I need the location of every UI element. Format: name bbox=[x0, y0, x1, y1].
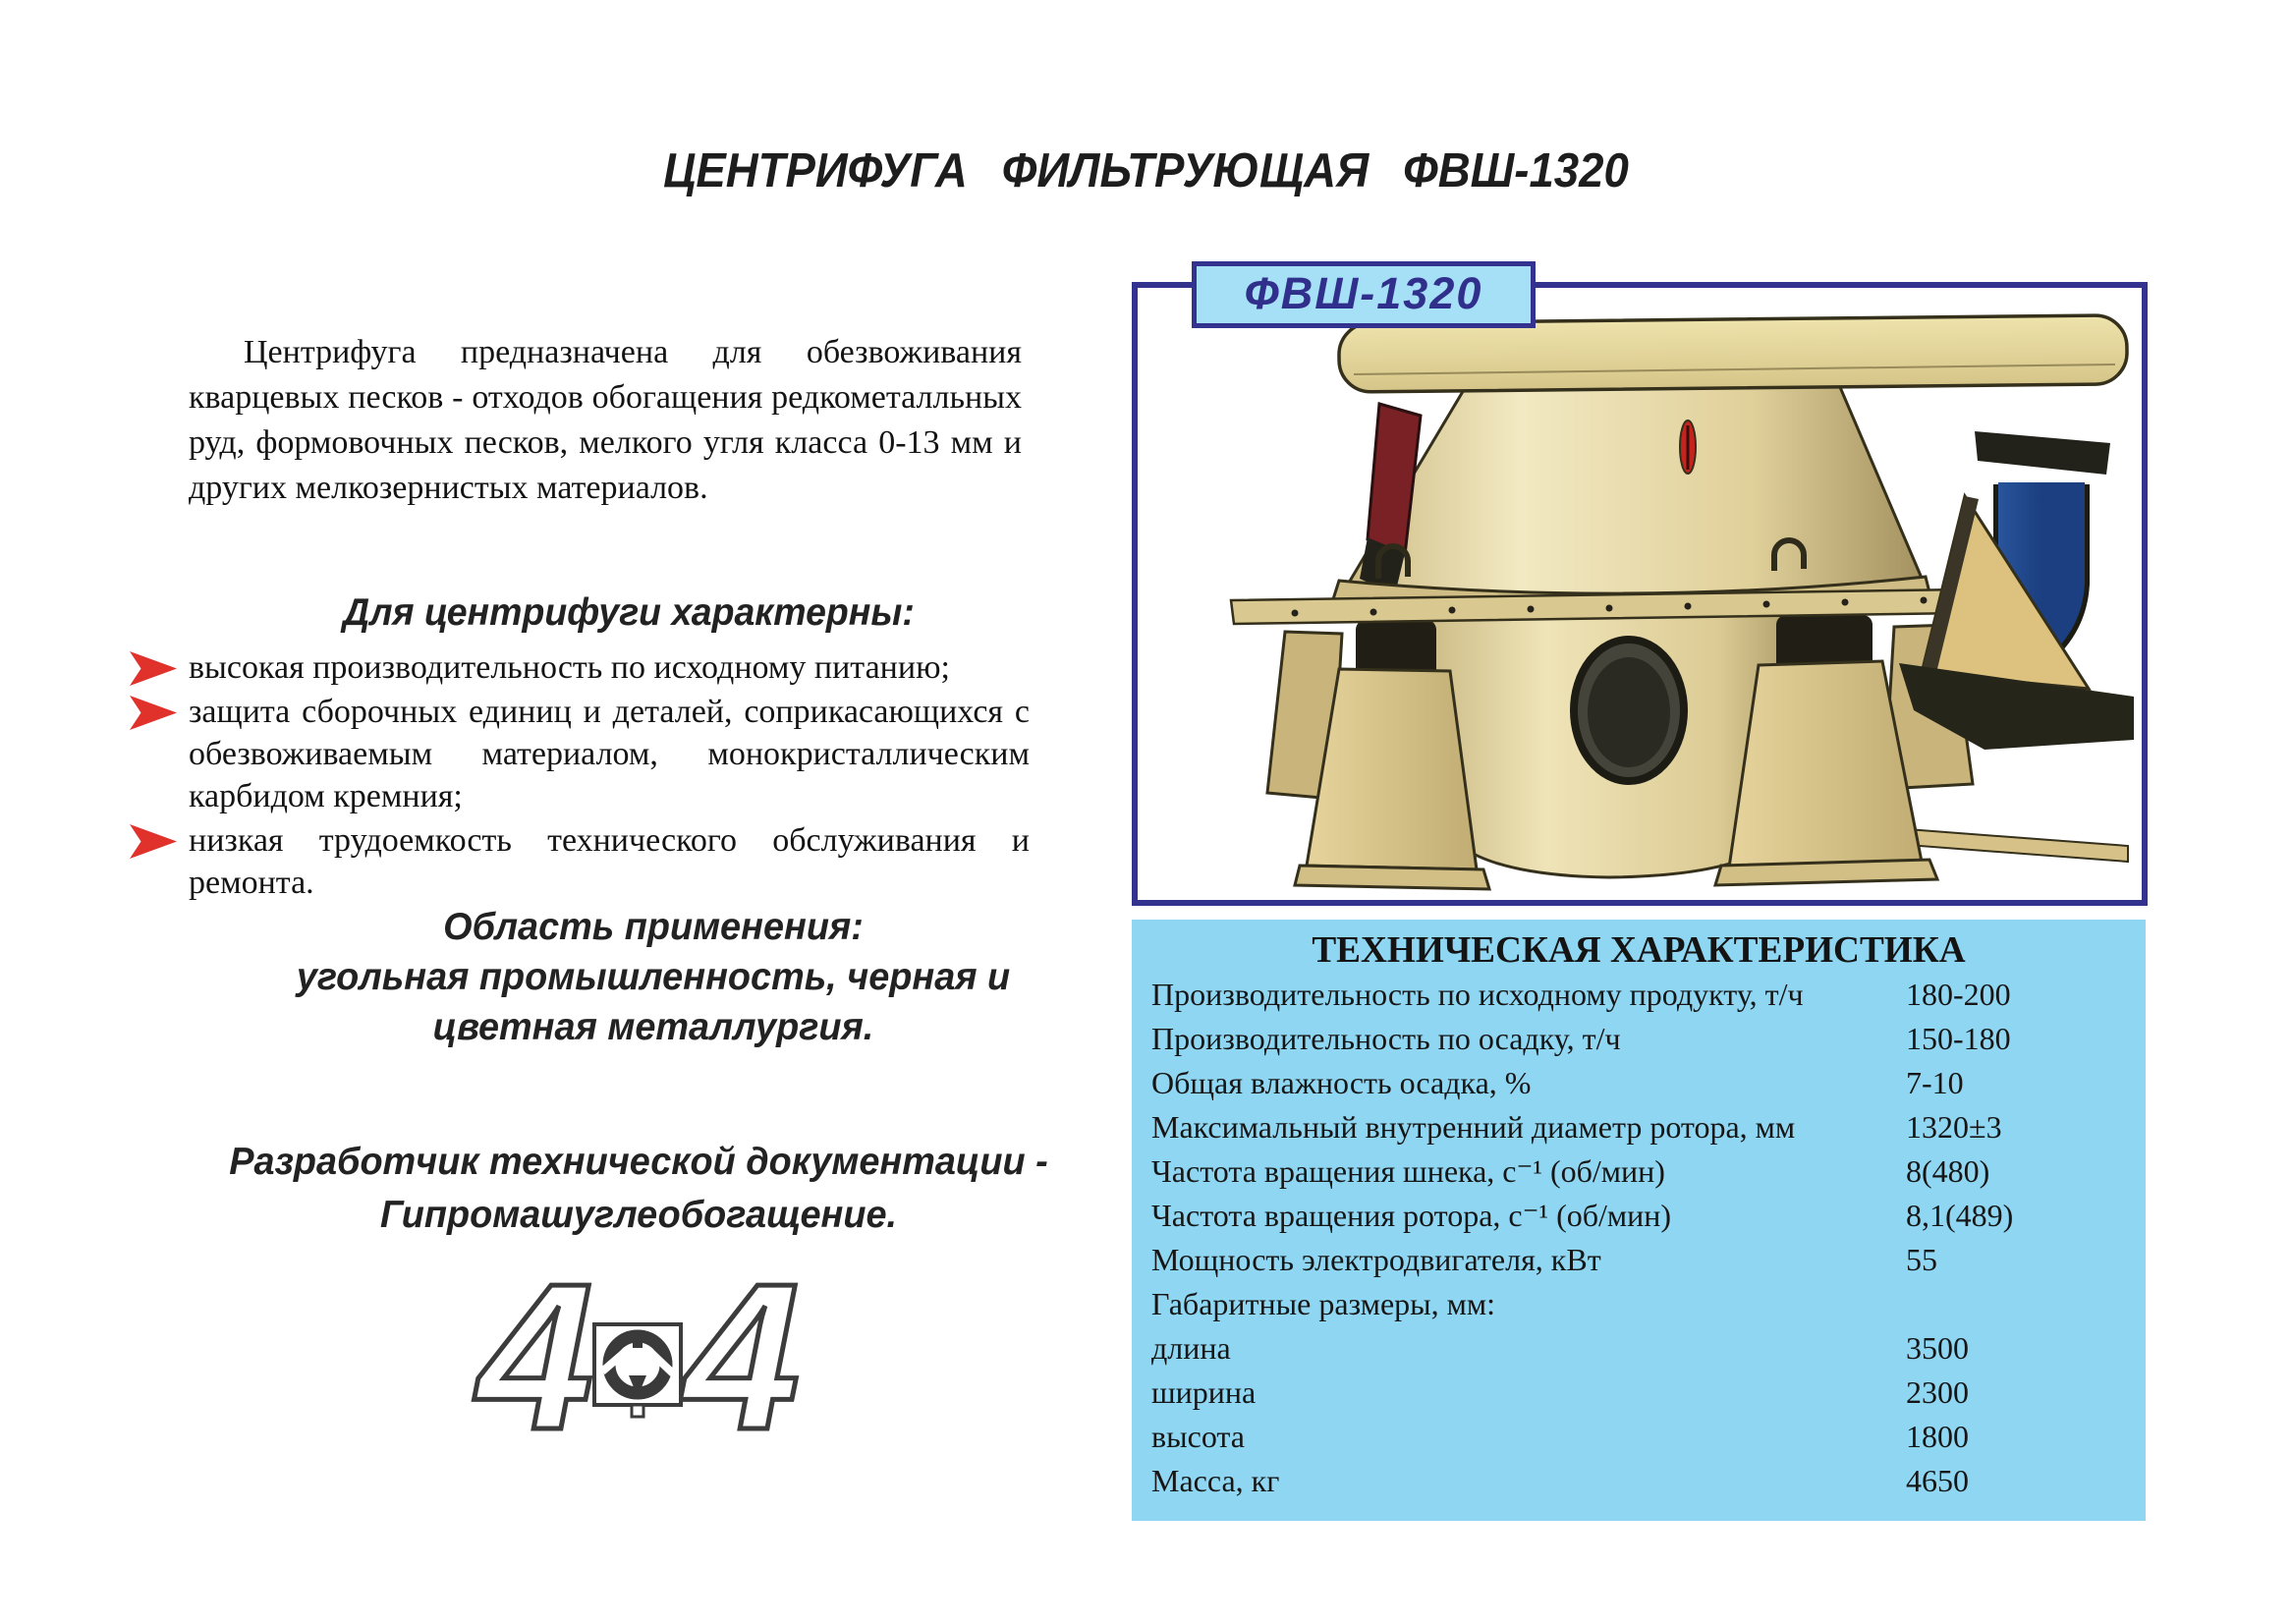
spec-value: 7-10 bbox=[1906, 1065, 1964, 1100]
table-row bbox=[1132, 1282, 2146, 1326]
list-item bbox=[128, 691, 1030, 817]
spec-value: 8(480) bbox=[1906, 1153, 1990, 1189]
feature-text: низкая трудоемкость технического обслуживания и ремонта. bbox=[189, 822, 1030, 901]
table-row bbox=[1132, 1238, 2146, 1282]
intro-paragraph: Центрифуга предназначена для обезвоживания кварцевых песков - отходов обогащения редкометалльных руд, формовочных песков, мелкого угля класса 0-13 мм и других мелкозернистых материалов. bbox=[189, 334, 1022, 506]
spec-label: Производительность по исходному продукту, т/ч bbox=[1151, 977, 1804, 1012]
features-list bbox=[128, 646, 1030, 906]
table-row bbox=[1132, 1149, 2146, 1194]
applications-block bbox=[200, 902, 1106, 1052]
list-item bbox=[128, 646, 1030, 689]
rotor-cone bbox=[1346, 360, 1924, 596]
leg-base bbox=[1715, 860, 1937, 885]
pipe-cap bbox=[1975, 431, 2110, 475]
spec-value: 2300 bbox=[1906, 1374, 1969, 1410]
features-heading: Для центрифуги характерны: bbox=[343, 591, 915, 634]
mining-emblem-icon bbox=[602, 1336, 673, 1393]
spec-value: 4650 bbox=[1906, 1463, 1969, 1498]
model-label: ФВШ-1320 bbox=[1192, 261, 1536, 328]
spec-value: 180-200 bbox=[1906, 977, 2011, 1012]
logo-digit-left: 4 bbox=[477, 1269, 593, 1456]
spec-value: 1800 bbox=[1906, 1419, 1969, 1454]
spec-value: 55 bbox=[1906, 1242, 1937, 1277]
spec-value: 1320±3 bbox=[1906, 1109, 2002, 1145]
spec-label: ширина bbox=[1151, 1374, 1257, 1410]
spec-table-title: ТЕХНИЧЕСКАЯ ХАРАКТЕРИСТИКА bbox=[1312, 929, 1966, 971]
spec-label: Максимальный внутренний диаметр ротора, мм bbox=[1151, 1109, 1796, 1145]
base-strip bbox=[1894, 828, 2128, 862]
developer-line: Разработчик технической документации - bbox=[229, 1141, 1048, 1183]
red-arrow-bullet-icon bbox=[130, 696, 177, 730]
product-image-panel bbox=[1132, 282, 2148, 906]
applications-line: угольная промышленность, черная и bbox=[296, 956, 1011, 998]
spec-label: Частота вращения ротора, с⁻¹ (об/мин) bbox=[1151, 1198, 1672, 1233]
table-row bbox=[1132, 1017, 2146, 1061]
developer-line: Гипромашуглеобогащение. bbox=[380, 1194, 897, 1236]
logo-emblem-stem bbox=[632, 1405, 643, 1417]
table-row bbox=[1132, 1415, 2146, 1459]
table-row bbox=[1132, 1326, 2146, 1371]
red-arrow-bullet-icon bbox=[130, 651, 177, 686]
spec-label: Частота вращения шнека, с⁻¹ (об/мин) bbox=[1151, 1153, 1665, 1189]
table-row bbox=[1132, 973, 2146, 1017]
spec-value: 150-180 bbox=[1906, 1021, 2011, 1056]
spec-label: высота bbox=[1151, 1419, 1245, 1454]
table-row bbox=[1132, 1194, 2146, 1238]
list-item bbox=[128, 819, 1030, 904]
spec-label: Мощность электродвигателя, кВт bbox=[1151, 1242, 1601, 1277]
spec-label: Общая влажность осадка, % bbox=[1151, 1065, 1532, 1100]
page-title: ЦЕНТРИФУГА ФИЛЬТРУЮЩАЯ ФВШ-1320 bbox=[663, 144, 1629, 197]
spec-label: Масса, кг bbox=[1151, 1463, 1280, 1498]
logo-digit-right: 4 bbox=[684, 1269, 800, 1456]
feature-text: защита сборочных единиц и деталей, соприкасающихся с обезвоживаемым материалом, монокристаллическим карбидом кремния; bbox=[189, 694, 1030, 814]
table-row bbox=[1132, 1061, 2146, 1105]
spec-table bbox=[1132, 920, 2146, 1521]
spec-label: Габаритные размеры, мм: bbox=[1151, 1286, 1496, 1321]
applications-heading: Область применения: bbox=[443, 906, 864, 948]
table-row bbox=[1132, 1459, 2146, 1503]
applications-line: цветная металлургия. bbox=[432, 1006, 874, 1048]
spec-value: 8,1(489) bbox=[1906, 1198, 2014, 1233]
table-row bbox=[1132, 1105, 2146, 1149]
porthole-glass bbox=[1588, 657, 1670, 767]
developer-block bbox=[181, 1136, 1095, 1242]
spec-rows bbox=[1132, 973, 2146, 1503]
company-logo bbox=[442, 1269, 835, 1456]
feature-text: высокая производительность по исходному питанию; bbox=[189, 649, 950, 686]
table-row bbox=[1132, 1371, 2146, 1415]
centrifuge-illustration bbox=[1138, 288, 2142, 900]
spec-label: Производительность по осадку, т/ч bbox=[1151, 1021, 1621, 1056]
leg-base bbox=[1295, 866, 1489, 889]
red-arrow-bullet-icon bbox=[130, 824, 177, 859]
spec-label: длина bbox=[1151, 1330, 1231, 1366]
spec-value: 3500 bbox=[1906, 1330, 1969, 1366]
